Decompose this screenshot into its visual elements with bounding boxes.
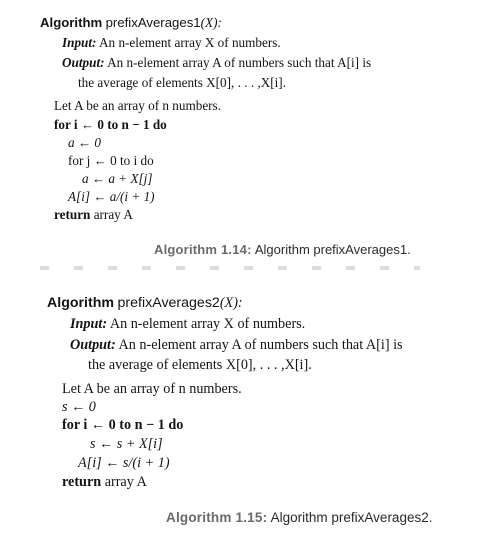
algorithm-2-output-text-2: the average of elements X[0], . . . ,X[i]. bbox=[88, 357, 312, 373]
algorithm-1-assign: A[i] ← a/(i + 1) bbox=[68, 189, 155, 204]
algorithm-2-let-line: Let A be an array of n numbers. bbox=[62, 381, 242, 397]
algorithm-2-accum: s ← s + X[i] bbox=[90, 436, 163, 452]
algorithm-1-output-text: An n-element array A of numbers such that A[i] is bbox=[107, 55, 372, 70]
algorithm-1-keyword: Algorithm bbox=[40, 15, 103, 30]
algorithm-2-keyword: Algorithm bbox=[47, 295, 114, 311]
algorithm-1-caption-text: Algorithm prefixAverages1. bbox=[254, 242, 411, 257]
algorithm-2-return-line bbox=[62, 475, 147, 489]
algorithm-2-caption-label: Algorithm 1.15: bbox=[166, 510, 268, 525]
algorithm-2-caption-text: Algorithm prefixAverages2. bbox=[270, 510, 433, 525]
algorithm-1-input-text: An n-element array X of numbers. bbox=[99, 35, 281, 50]
algorithm-1-let-line: Let A be an array of n numbers. bbox=[54, 98, 221, 113]
algorithm-1-return-keyword: return bbox=[54, 207, 91, 222]
algorithm-1-accum: a ← a + X[j] bbox=[82, 171, 153, 186]
algorithm-1-for-inner: for j ← 0 to i do bbox=[68, 153, 154, 168]
algorithm-2-return-keyword: return bbox=[62, 474, 102, 490]
algorithm-2-input-text: An n-element array X of numbers. bbox=[109, 316, 306, 332]
algorithm-1-init: a ← 0 bbox=[68, 135, 101, 150]
algorithm-1-output-label: Output: bbox=[62, 55, 105, 70]
algorithm-2-caption bbox=[166, 511, 432, 525]
algorithm-1-return-text: array A bbox=[93, 207, 133, 222]
algorithm-1-caption-label: Algorithm 1.14: bbox=[154, 242, 252, 257]
algorithm-2-input-line bbox=[70, 317, 305, 331]
algorithm-2-for-outer: for i ← 0 to n − 1 do bbox=[62, 417, 184, 433]
algorithm-1-args: (X): bbox=[200, 15, 222, 30]
algorithm-1-output-line bbox=[62, 56, 371, 69]
algorithm-2-output-line bbox=[70, 338, 403, 352]
algorithm-2-assign: A[i] ← s/(i + 1) bbox=[78, 455, 170, 471]
algorithm-2-header bbox=[47, 296, 243, 310]
algorithm-2-return-text: array A bbox=[104, 474, 147, 490]
algorithm-1-input-label: Input: bbox=[62, 35, 97, 50]
algorithm-2-output-text: An n-element array A of numbers such that A[i] is bbox=[118, 337, 403, 353]
algorithm-1-header bbox=[40, 16, 222, 29]
algorithm-1-caption bbox=[154, 243, 411, 256]
algorithm-2-input-label: Input: bbox=[70, 316, 108, 332]
algorithm-2-output-label: Output: bbox=[70, 337, 116, 353]
algorithm-2-name: prefixAverages2 bbox=[117, 295, 220, 311]
algorithm-1-input-line bbox=[62, 36, 281, 49]
algorithm-2-args: (X): bbox=[219, 295, 243, 311]
algorithm-1-for-outer: for i ← 0 to n − 1 do bbox=[54, 117, 167, 132]
algorithm-2-init: s ← 0 bbox=[62, 399, 96, 415]
page-bleed-through-artifact bbox=[40, 266, 420, 270]
algorithm-1-output-text-2: the average of elements X[0], . . . ,X[i]. bbox=[78, 75, 286, 90]
algorithm-1-name: prefixAverages1 bbox=[105, 15, 201, 30]
algorithm-1-return-line bbox=[54, 208, 133, 221]
